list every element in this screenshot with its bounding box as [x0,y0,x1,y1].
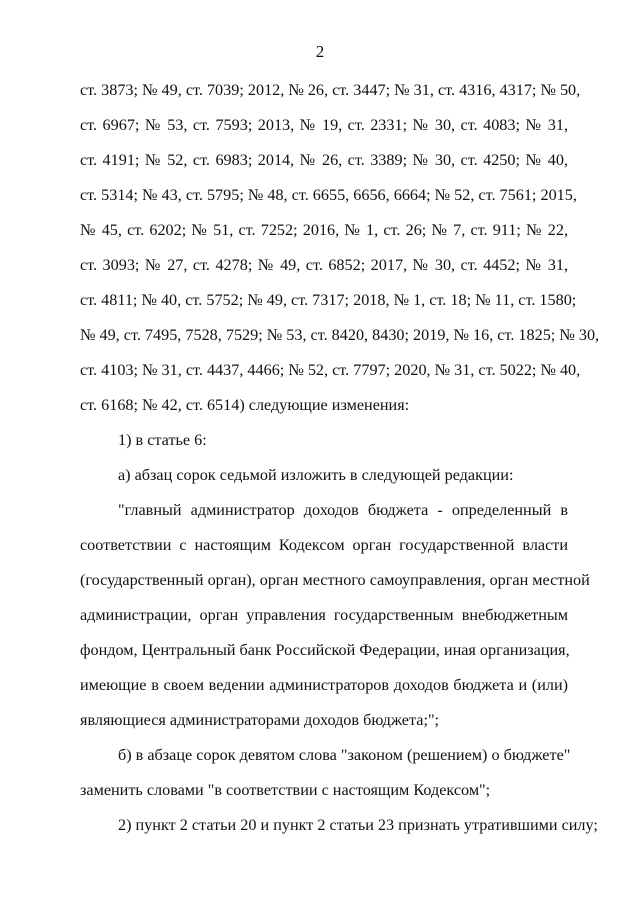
text-line: б) в абзаце сорок девятом слова "законом (решением) о бюджете" [118,746,571,764]
text-line: ст. 4191; № 52, ст. 6983; 2014, № 26, ст. 3389; № 30, ст. 4250; № 40, [80,151,568,169]
text-line: 2) пункт 2 статьи 20 и пункт 2 статьи 23 признать утратившими силу; [118,816,598,834]
text-line: а) абзац сорок седьмой изложить в следующей редакции: [118,466,514,484]
text-line: имеющие в своем ведении администраторов доходов бюджета и (или) [80,676,568,694]
text-line: фондом, Центральный банк Российской Федерации, иная организация, [80,641,570,659]
text-line: ст. 6967; № 53, ст. 7593; 2013, № 19, ст. 2331; № 30, ст. 4083; № 31, [80,116,568,134]
text-line: ст. 4811; № 40, ст. 5752; № 49, ст. 7317; 2018, № 1, ст. 18; № 11, ст. 1580; [80,291,577,309]
text-line: соответствии с настоящим Кодексом орган государственной власти [80,536,568,554]
text-line: ст. 3093; № 27, ст. 4278; № 49, ст. 6852; 2017, № 30, ст. 4452; № 31, [80,256,568,274]
text-line: (государственный орган), орган местного самоуправления, орган местной [80,571,590,589]
text-line: № 45, ст. 6202; № 51, ст. 7252; 2016, № 1, ст. 26; № 7, ст. 911; № 22, [80,221,568,239]
text-line: являющиеся администраторами доходов бюджета;"; [80,711,440,729]
text-line: "главный администратор доходов бюджета - определенный в [118,501,568,519]
page-number: 2 [315,42,325,61]
text-line: заменить словами "в соответствии с настоящим Кодексом"; [80,781,491,799]
text-line: № 49, ст. 7495, 7528, 7529; № 53, ст. 8420, 8430; 2019, № 16, ст. 1825; № 30, [80,326,600,344]
text-line: 1) в статье 6: [118,431,207,449]
text-line: ст. 5314; № 43, ст. 5795; № 48, ст. 6655, 6656, 6664; № 52, ст. 7561; 2015, [80,186,577,204]
text-line: ст. 4103; № 31, ст. 4437, 4466; № 52, ст. 7797; 2020, № 31, ст. 5022; № 40, [80,361,581,379]
text-line: ст. 6168; № 42, ст. 6514) следующие изменения: [80,396,410,414]
text-line: ст. 3873; № 49, ст. 7039; 2012, № 26, ст. 3447; № 31, ст. 4316, 4317; № 50, [80,81,581,99]
text-line: администрации, орган управления государственным внебюджетным [80,606,568,624]
